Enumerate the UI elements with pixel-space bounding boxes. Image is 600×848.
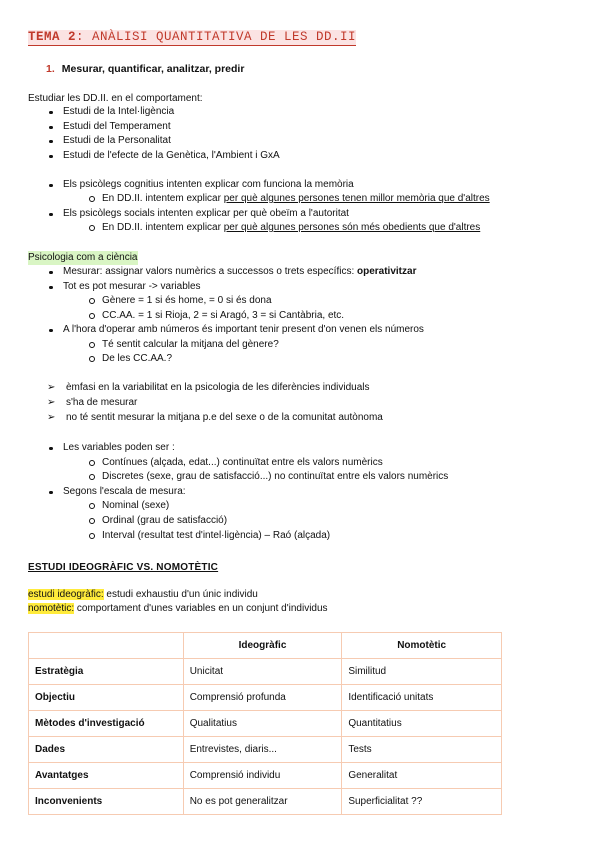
- list-item: Estudi de la Intel·ligència: [63, 106, 175, 117]
- variable-example-gender: Gènere = 1 si és home, = 0 si és dona: [102, 295, 272, 306]
- section-1-heading: [46, 63, 244, 75]
- row-label: Dades: [29, 737, 184, 763]
- arrow-icon: ➢: [47, 412, 56, 423]
- social-item: Els psicòlegs socials intenten explicar per què obeïm a l'autoritat: [63, 208, 349, 219]
- table-cell: Similitud: [342, 659, 502, 685]
- measure-bold: operativitzar: [357, 266, 417, 277]
- table-cell: Quantitatius: [342, 711, 502, 737]
- table-cell: Superficialitat ??: [342, 789, 502, 815]
- numbers-sub-item: Té sentit calcular la mitjana del gènere?: [102, 339, 279, 350]
- cognitive-sub-underlined: per què algunes persones tenen millor memòria que d'altres: [223, 193, 490, 204]
- ideographic-term: estudi ideogràfic:: [28, 589, 104, 600]
- table-cell: Generalitat: [342, 763, 502, 789]
- arrow-item: [47, 381, 370, 395]
- scale-interval: Interval (resultat test d'intel·ligència) – Raó (alçada): [102, 530, 331, 541]
- section-2-heading: ESTUDI IDEOGRÀFIC VS. NOMOTÈTIC: [28, 562, 219, 573]
- table-row: [29, 763, 502, 789]
- table-row: [29, 659, 502, 685]
- scale-ordinal: Ordinal (grau de satisfacció): [102, 515, 228, 526]
- section-1-number: 1.: [46, 63, 55, 75]
- arrow-item-text: èmfasi en la variabilitat en la psicologia de les diferències individuals: [66, 382, 370, 393]
- row-label: Avantatges: [29, 763, 184, 789]
- numbers-sub-item: De les CC.AA.?: [102, 353, 173, 364]
- table-row: [29, 711, 502, 737]
- measure-item: [63, 265, 416, 279]
- variable-example-ccaa: CC.AA. = 1 si Rioja, 2 = si Aragó, 3 = si Cantàbria, etc.: [102, 310, 345, 321]
- cognitive-item: Els psicòlegs cognitius intenten explicar com funciona la memòria: [63, 179, 354, 190]
- social-sub-item: [102, 221, 480, 235]
- variables-type-discrete: Discretes (sexe, grau de satisfacció...) no continuïtat entre els valors numèrics: [102, 471, 449, 482]
- table-cell: Unicitat: [183, 659, 342, 685]
- list-item: Estudi del Temperament: [63, 121, 171, 132]
- ideographic-definition: [28, 588, 258, 602]
- arrow-item: [47, 396, 138, 410]
- title-rest: : ANÀLISI QUANTITATIVA DE LES DD.II: [76, 30, 357, 44]
- table-cell: No es pot generalitzar: [183, 789, 342, 815]
- table-cell: Comprensió profunda: [183, 685, 342, 711]
- table-header-row: [29, 633, 502, 659]
- list-item: Estudi de l'efecte de la Genètica, l'Ambient i GxA: [63, 150, 280, 161]
- nomothetic-term: nomotètic:: [28, 603, 75, 614]
- row-label: Inconvenients: [29, 789, 184, 815]
- nomothetic-definition: [28, 602, 328, 616]
- nomothetic-text: comportament d'unes variables en un conjunt d'individus: [74, 603, 328, 614]
- table-header-ideographic: Ideogràfic: [183, 633, 342, 659]
- comparison-table: [28, 632, 502, 815]
- table-cell: Qualitatius: [183, 711, 342, 737]
- list-item: Estudi de la Personalitat: [63, 135, 171, 146]
- title-prefix: TEMA 2: [28, 30, 77, 44]
- social-sub-prefix: En DD.II. intentem explicar: [102, 222, 224, 233]
- table-cell: Comprensió individu: [183, 763, 342, 789]
- section-1-title: Mesurar, quantificar, analitzar, predir: [61, 63, 245, 75]
- variables-type-continuous: Contínues (alçada, edat...) continuïtat entre els valors numèrics: [102, 457, 383, 468]
- scale-nominal: Nominal (sexe): [102, 500, 170, 511]
- table-header-nomothetic: Nomotètic: [342, 633, 502, 659]
- measure-text: Mesurar: assignar valors numèrics a successos o trets específics:: [63, 266, 357, 277]
- table-cell: Tests: [342, 737, 502, 763]
- arrow-icon: ➢: [47, 397, 56, 408]
- arrow-item-text: s'ha de mesurar: [66, 397, 138, 408]
- table-header-empty: [29, 633, 184, 659]
- table-cell: Identificació unitats: [342, 685, 502, 711]
- document-title: [28, 30, 356, 46]
- arrow-item-text: no té sentit mesurar la mitjana p.e del sexe o de la comunitat autònoma: [66, 412, 383, 423]
- row-label: Objectiu: [29, 685, 184, 711]
- arrow-item: [47, 411, 383, 425]
- numbers-origin-item: A l'hora d'operar amb números és important tenir present d'on venen els números: [63, 324, 424, 335]
- table-row: [29, 737, 502, 763]
- variables-types-item: Les variables poden ser :: [63, 442, 175, 453]
- table-row: [29, 685, 502, 711]
- row-label: Estratègia: [29, 659, 184, 685]
- science-heading: Psicologia com a ciència: [28, 252, 138, 263]
- arrow-icon: ➢: [47, 382, 56, 393]
- ideographic-text: estudi exhaustiu d'un únic individu: [103, 589, 258, 600]
- measurable-item: Tot es pot mesurar -> variables: [63, 281, 201, 292]
- table-cell: Entrevistes, diaris...: [183, 737, 342, 763]
- intro-text: Estudiar les DD.II. en el comportament:: [28, 93, 203, 104]
- scale-item: Segons l'escala de mesura:: [63, 486, 186, 497]
- cognitive-sub-prefix: En DD.II. intentem explicar: [102, 193, 224, 204]
- cognitive-sub-item: [102, 192, 490, 206]
- row-label: Mètodes d'investigació: [29, 711, 184, 737]
- social-sub-underlined: per què algunes persones són més obedients que d'altres: [223, 222, 481, 233]
- table-row: [29, 789, 502, 815]
